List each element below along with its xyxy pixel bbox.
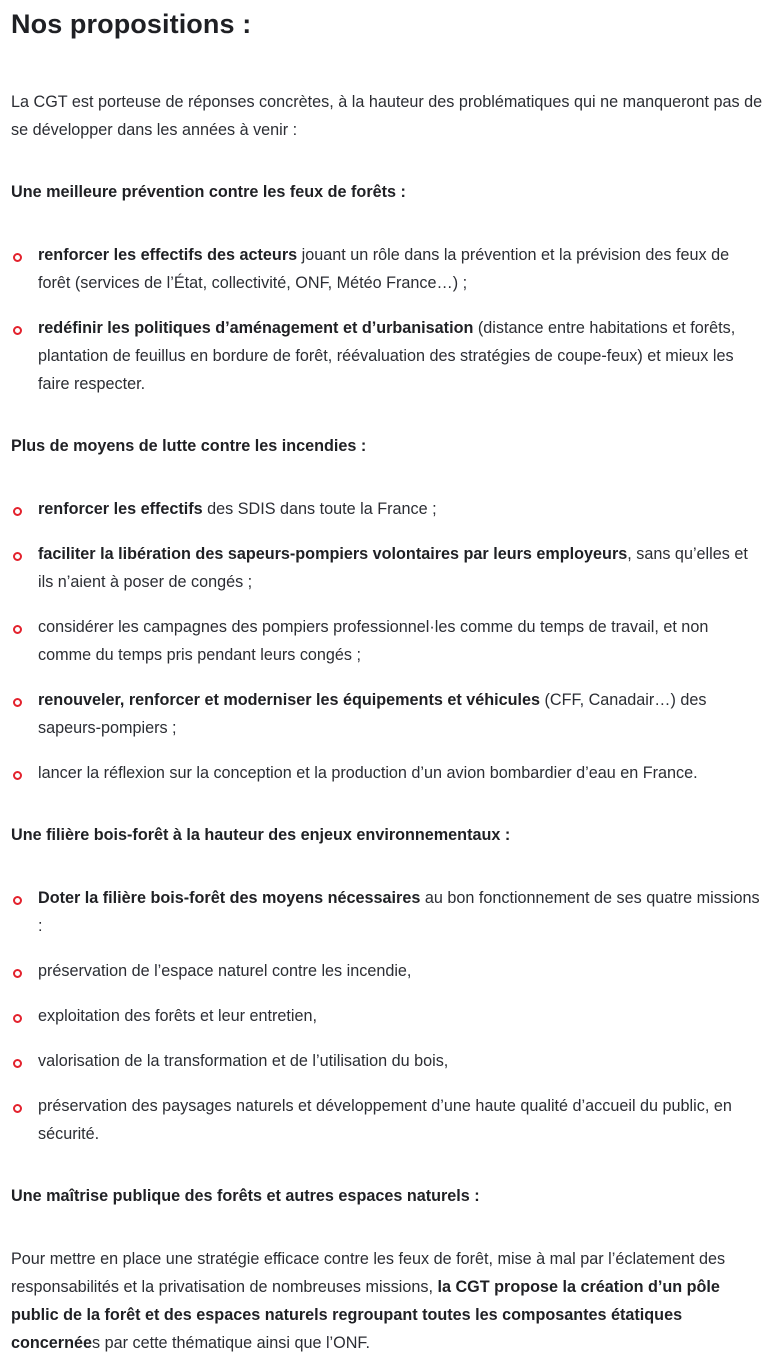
list-item — [11, 759, 765, 787]
item-text: exploitation des forêts et leur entretien, — [38, 1007, 317, 1025]
list-item — [11, 1047, 765, 1075]
bullet-list — [11, 495, 765, 787]
item-bold-text: redéfinir les politiques d’aménagement et d’urbanisation — [38, 319, 474, 337]
list-item — [11, 686, 765, 742]
item-text: valorisation de la transformation et de l’utilisation du bois, — [38, 1052, 449, 1070]
item-bold-text: renforcer les effectifs — [38, 500, 203, 518]
circle-bullet-icon — [13, 771, 22, 780]
circle-bullet-icon — [13, 896, 22, 905]
circle-bullet-icon — [13, 552, 22, 561]
item-text: , sans qu’elles et ils n’aient à poser de congés ; — [38, 545, 748, 591]
item-bold-text: renforcer les effectifs des acteurs — [38, 246, 298, 264]
item-text: (CFF, Canadair…) des sapeurs-pompiers ; — [38, 691, 707, 737]
item-text: des SDIS dans toute la France ; — [202, 500, 437, 518]
list-item — [11, 314, 765, 398]
circle-bullet-icon — [13, 698, 22, 707]
circle-bullet-icon — [13, 1104, 22, 1113]
item-text: préservation des paysages naturels et développement d’une haute qualité d’accueil du public, en sécurité. — [38, 1097, 732, 1143]
section-heading: Une maîtrise publique des forêts et autres espaces naturels : — [11, 1187, 480, 1205]
final-text-after: s par cette thématique ainsi que l’ONF. — [91, 1334, 371, 1352]
circle-bullet-icon — [13, 625, 22, 634]
final-text-bold: la CGT propose la création d’un pôle public de la forêt et des espaces naturels regroupant toutes les composantes étatiques concernée — [11, 1278, 720, 1352]
intro-paragraph: La CGT est porteuse de réponses concrètes, à la hauteur des problématiques qui ne manqueront pas de se développer dans les années à venir : — [11, 93, 763, 139]
item-bold-text: faciliter la libération des sapeurs-pompiers volontaires par leurs employeurs — [38, 545, 628, 563]
bullet-list — [11, 884, 765, 1148]
bullet-list — [11, 241, 765, 398]
item-text: (distance entre habitations et forêts, plantation de feuillus en bordure de forêt, réévaluation des stratégies de coupe-feux) et mieux les faire respecter. — [38, 319, 736, 393]
list-item — [11, 1092, 765, 1148]
list-item — [11, 540, 765, 596]
sections — [11, 178, 765, 1148]
circle-bullet-icon — [13, 1059, 22, 1068]
circle-bullet-icon — [13, 326, 22, 335]
final-paragraph — [11, 1245, 765, 1357]
list-item — [11, 884, 765, 940]
item-text: jouant un rôle dans la prévention et la prévision des feux de forêt (services de l’État, collectivité, ONF, Météo France…) ; — [38, 246, 730, 292]
circle-bullet-icon — [13, 969, 22, 978]
list-item — [11, 495, 765, 523]
list-item — [11, 1002, 765, 1030]
final-text-before: Pour mettre en place une stratégie efficace contre les feux de forêt, mise à mal par l’éclatement des responsabilités et la privatisation de nombreuses missions, — [11, 1250, 726, 1296]
list-item — [11, 613, 765, 669]
item-text: préservation de l’espace naturel contre les incendie, — [38, 962, 412, 980]
item-text: considérer les campagnes des pompiers professionnel·les comme du temps de travail, et non comme du temps pris pendant leurs congés ; — [38, 618, 709, 664]
item-text: lancer la réflexion sur la conception et la production d’un avion bombardier d’eau en France. — [38, 764, 698, 782]
section-heading: Une meilleure prévention contre les feux de forêts : — [11, 183, 406, 201]
section-heading: Une filière bois-forêt à la hauteur des enjeux environnementaux : — [11, 826, 511, 844]
item-bold-text: Doter la filière bois-forêt des moyens nécessaires — [38, 889, 421, 907]
item-text: au bon fonctionnement de ses quatre missions : — [38, 889, 760, 935]
section-heading: Plus de moyens de lutte contre les incendies : — [11, 437, 367, 455]
circle-bullet-icon — [13, 1014, 22, 1023]
circle-bullet-icon — [13, 253, 22, 262]
list-item — [11, 241, 765, 297]
item-bold-text: renouveler, renforcer et moderniser les équipements et véhicules — [38, 691, 541, 709]
page-title: Nos propositions : — [11, 9, 252, 39]
circle-bullet-icon — [13, 507, 22, 516]
list-item — [11, 957, 765, 985]
